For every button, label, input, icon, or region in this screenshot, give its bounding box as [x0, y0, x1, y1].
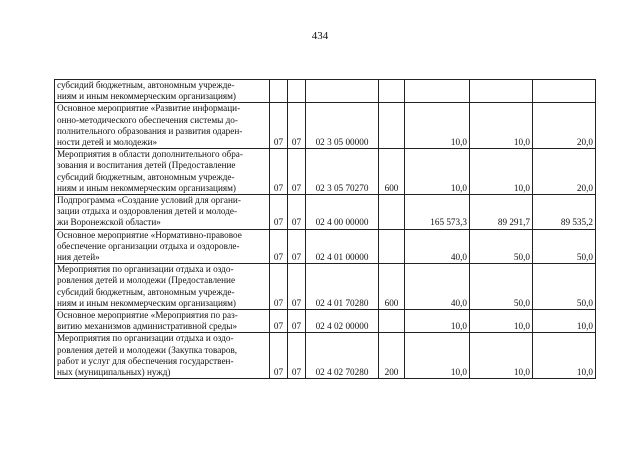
row-amount-year-1: 40,0 [405, 264, 470, 310]
row-section-code [270, 80, 288, 103]
row-expense-type-code [379, 103, 405, 149]
table-row [55, 149, 596, 195]
row-subsection-code: 07 [288, 149, 306, 195]
row-section-code: 07 [270, 229, 288, 264]
row-expense-type-code [379, 80, 405, 103]
row-amount-year-1: 10,0 [405, 333, 470, 379]
table-row [55, 310, 596, 333]
row-subsection-code: 07 [288, 333, 306, 379]
row-amount-year-3: 89 535,2 [533, 195, 596, 230]
row-description: Мероприятия в области дополнительного обра- зования и воспитания детей (Предоставление субсидий бюджетным, автономным учрежде- ниям и иным некоммерческим организациям) [55, 149, 270, 195]
row-amount-year-2: 50,0 [470, 229, 533, 264]
row-expense-type-code: 600 [379, 149, 405, 195]
table-row [55, 195, 596, 230]
row-target-article-code: 02 4 02 00000 [306, 310, 379, 333]
row-description: Основное мероприятие «Развитие информаци- онно-методического обеспечения системы до- полнительного образования и развития одарен- ности детей и молодежи» [55, 103, 270, 149]
row-subsection-code: 07 [288, 264, 306, 310]
budget-table [54, 79, 596, 379]
row-amount-year-3: 20,0 [533, 103, 596, 149]
row-target-article-code: 02 4 00 00000 [306, 195, 379, 230]
row-expense-type-code [379, 195, 405, 230]
row-amount-year-3 [533, 80, 596, 103]
row-target-article-code: 02 4 01 00000 [306, 229, 379, 264]
row-subsection-code: 07 [288, 229, 306, 264]
row-amount-year-2: 10,0 [470, 149, 533, 195]
table-row [55, 229, 596, 264]
table-row [55, 80, 596, 103]
row-expense-type-code [379, 229, 405, 264]
row-amount-year-2 [470, 80, 533, 103]
row-target-article-code: 02 4 01 70280 [306, 264, 379, 310]
row-amount-year-3: 50,0 [533, 229, 596, 264]
row-target-article-code: 02 4 02 70280 [306, 333, 379, 379]
row-amount-year-3: 20,0 [533, 149, 596, 195]
row-amount-year-1: 10,0 [405, 149, 470, 195]
row-subsection-code [288, 80, 306, 103]
row-amount-year-2: 10,0 [470, 103, 533, 149]
table-row [55, 264, 596, 310]
row-amount-year-1: 10,0 [405, 103, 470, 149]
row-target-article-code [306, 80, 379, 103]
row-section-code: 07 [270, 264, 288, 310]
row-target-article-code: 02 3 05 70270 [306, 149, 379, 195]
row-amount-year-3: 10,0 [533, 310, 596, 333]
table-row [55, 103, 596, 149]
row-amount-year-2: 10,0 [470, 310, 533, 333]
row-section-code: 07 [270, 333, 288, 379]
row-section-code: 07 [270, 149, 288, 195]
row-expense-type-code [379, 310, 405, 333]
row-expense-type-code: 200 [379, 333, 405, 379]
table-row [55, 333, 596, 379]
row-amount-year-2: 50,0 [470, 264, 533, 310]
table-body [55, 80, 596, 379]
row-subsection-code: 07 [288, 103, 306, 149]
row-amount-year-1: 165 573,3 [405, 195, 470, 230]
row-subsection-code: 07 [288, 310, 306, 333]
row-section-code: 07 [270, 103, 288, 149]
row-amount-year-2: 89 291,7 [470, 195, 533, 230]
row-description: Мероприятия по организации отдыха и оздо- ровления детей и молодежи (Предоставление субсидий бюджетным, автономным учрежде- ниям и иным некоммерческим организациям) [55, 264, 270, 310]
row-description: субсидий бюджетным, автономным учрежде- ниям и иным некоммерческим организациям) [55, 80, 270, 103]
row-amount-year-2: 10,0 [470, 333, 533, 379]
row-section-code: 07 [270, 195, 288, 230]
row-amount-year-3: 10,0 [533, 333, 596, 379]
row-subsection-code: 07 [288, 195, 306, 230]
row-description: Основное мероприятие «Нормативно-правовое обеспечение организации отдыха и оздоровле- ния детей» [55, 229, 270, 264]
row-description: Основное мероприятие «Мероприятия по раз- витию механизмов административной среды» [55, 310, 270, 333]
row-description: Мероприятия по организации отдыха и оздо- ровления детей и молодежи (Закупка товаров, работ и услуг для обеспечения государствен- ных (муниципальных) нужд) [55, 333, 270, 379]
page-number: 434 [311, 30, 329, 42]
row-amount-year-1: 10,0 [405, 310, 470, 333]
row-expense-type-code: 600 [379, 264, 405, 310]
row-target-article-code: 02 3 05 00000 [306, 103, 379, 149]
row-description: Подпрограмма «Создание условий для органи- зации отдыха и оздоровления детей и молоде- жи Воронежской области» [55, 195, 270, 230]
row-amount-year-1: 40,0 [405, 229, 470, 264]
row-amount-year-3: 50,0 [533, 264, 596, 310]
row-section-code: 07 [270, 310, 288, 333]
row-amount-year-1 [405, 80, 470, 103]
